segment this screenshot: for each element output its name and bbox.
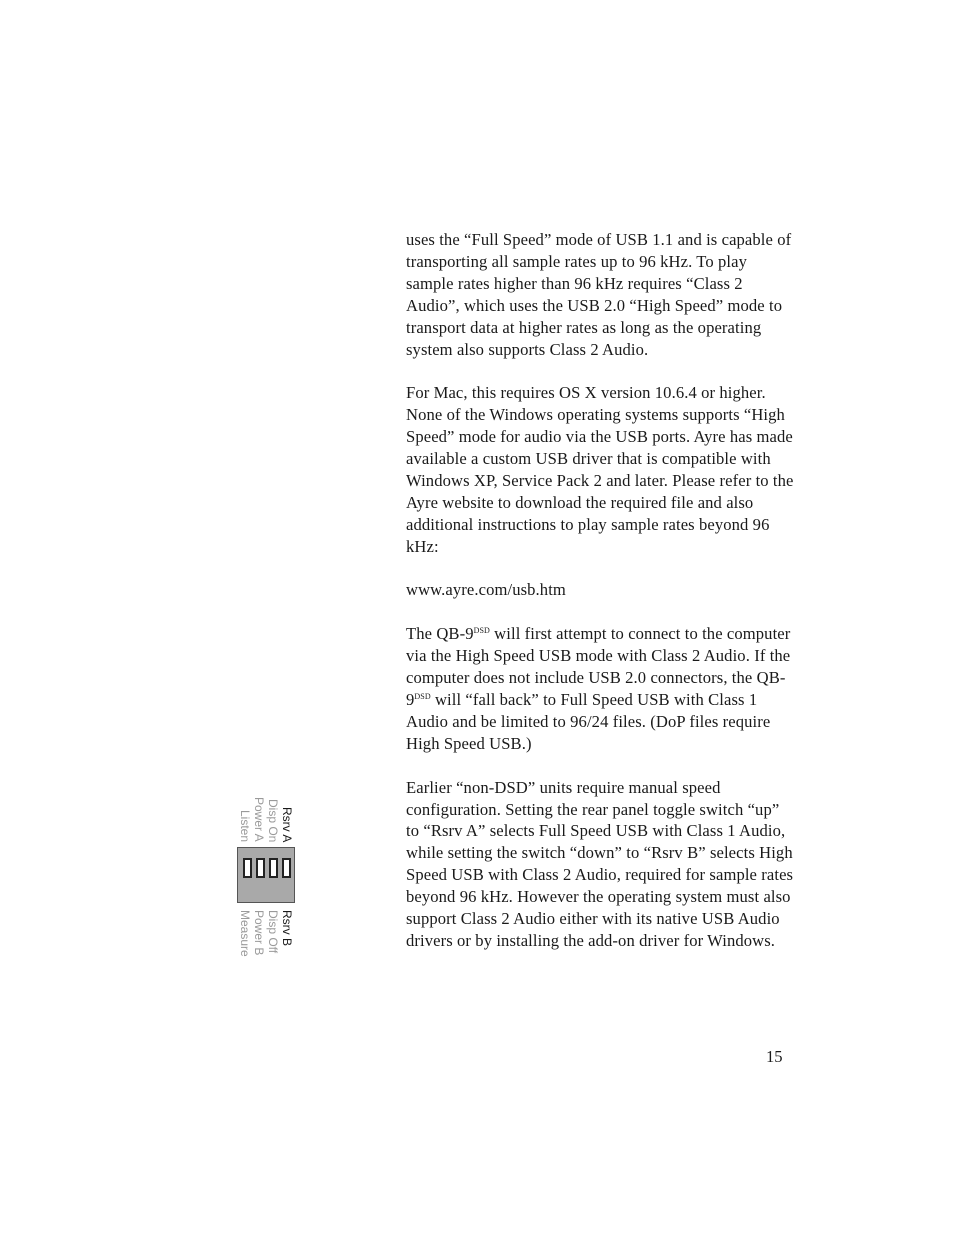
label-rsrv-b: Rsrv B [280, 910, 294, 946]
label-power-b: Power B [252, 910, 266, 956]
paragraph-mac-windows: For Mac, this requires OS X version 10.6.4 or higher. None of the Windows operating systems supports “High Speed” mode for audio via the USB ports. Ayre has made available a custom USB driver that is compatible with Windows XP, Service Pack 2 and later. Please refer to the Ayre website to download the required file and also additional instructions to play sample rates beyond 96 kHz: [406, 383, 794, 556]
toggle-display [269, 858, 278, 878]
label-disp-off: Disp Off [266, 910, 280, 954]
label-disp-on: Disp On [266, 798, 280, 842]
label-power-a: Power A [252, 797, 266, 842]
paragraph-usb-full-speed: uses the “Full Speed” mode of USB 1.1 and is capable of transporting all sample rates up to 96 kHz. To play sample rates higher than 96 kHz requires “Class 2 Audio”, which uses the USB 2.0 “High Speed” mode to transport data at higher rates as long as the operating system also supports Class 2 Audio. [406, 230, 792, 359]
ayre-usb-url: www.ayre.com/usb.htm [406, 580, 566, 600]
dsd-superscript: DSD [414, 691, 431, 701]
paragraph-qb9-fallback: The $QB-9^{DSD}$ will first attempt to connect to the computer via the High Speed USB mode with Class 2 Audio. If the computer does not include USB 2.0 connectors, the $QB-9^{DSD}$ will “fall back” to Full Speed USB with Class 1 Audio and be limited to 96/24 files. (DoP files require High Speed USB.) [406, 624, 791, 753]
label-listen: Listen [238, 809, 252, 842]
dsd-superscript: DSD [473, 626, 490, 636]
toggle-listen-measure [243, 858, 252, 878]
label-rsrv-a: Rsrv A [280, 806, 294, 842]
label-measure: Measure [238, 910, 252, 957]
toggle-power [256, 858, 265, 878]
body-text [406, 229, 796, 952]
dip-switch-diagram [236, 792, 298, 962]
switch-housing [237, 847, 295, 903]
page-number: 15 [766, 1047, 783, 1066]
paragraph-non-dsd-units: Earlier “non-DSD” units require manual speed configuration. Setting the rear panel toggle switch “up” to “Rsrv A” selects Full Speed USB with Class 1 Audio, while setting the switch “down” to “Rsrv B” selects High Speed USB with Class 2 Audio, required for sample rates beyond 96 kHz. However the operating system must also support Class 2 Audio either with its native USB Audio drivers or by installing the add-on driver for Windows. [406, 777, 794, 950]
toggle-rsrv [282, 858, 291, 878]
